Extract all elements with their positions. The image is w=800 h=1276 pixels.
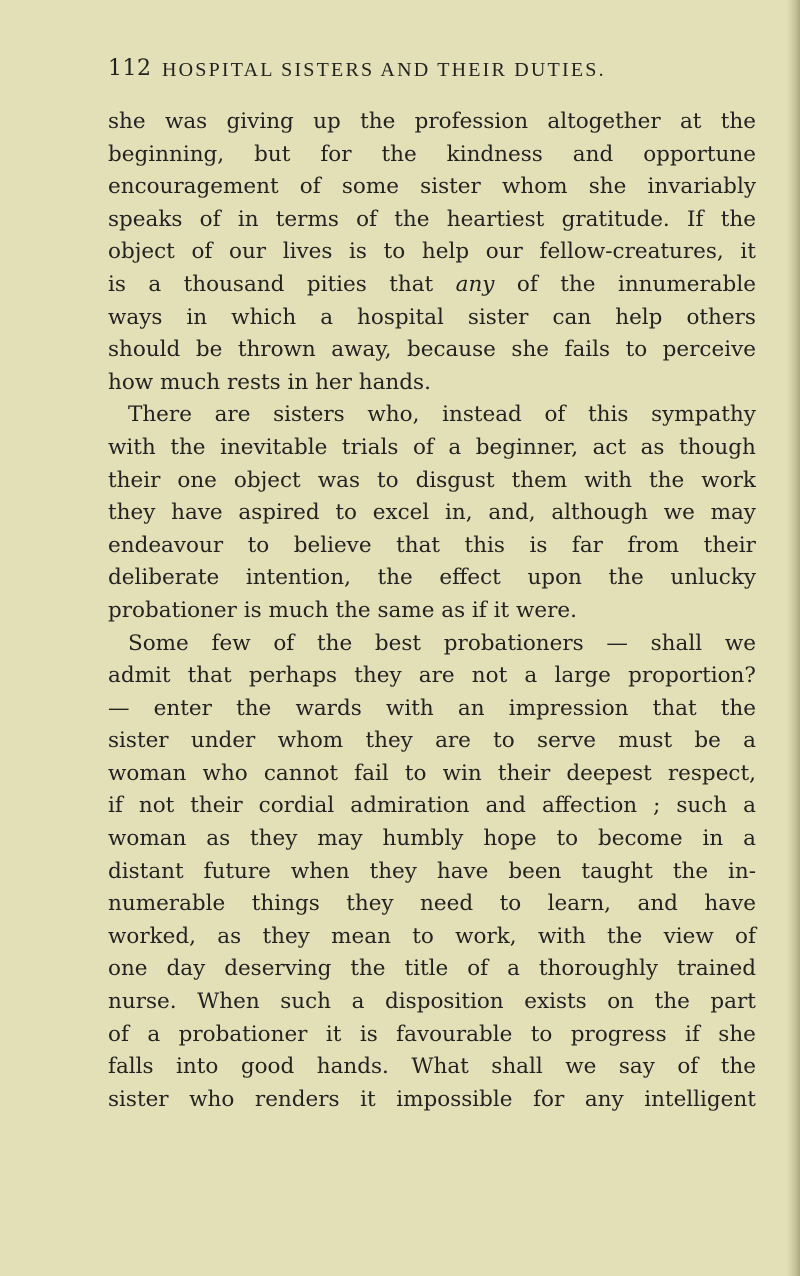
page-edge-shadow <box>786 0 800 1276</box>
text-line: woman who cannot fail to win their deepest respect, <box>108 760 756 786</box>
text-line: ways in which a hospital sister can help others <box>108 304 756 330</box>
text-line: if not their cordial admiration and affection ; such a <box>108 793 756 819</box>
text-line: nurse. When such a disposition exists on the part <box>108 989 756 1015</box>
text-line: their one object was to disgust them with the work <box>108 467 756 493</box>
text-line: endeavour to believe that this is far from their <box>108 532 756 558</box>
text-line: — enter the wards with an impression that the <box>108 695 756 721</box>
text-line: object of our lives is to help our fellow-creatures, it <box>108 239 756 265</box>
text-line: admit that perhaps they are not a large proportion? <box>108 663 756 689</box>
text-line: deliberate intention, the effect upon the unlucky <box>108 565 756 591</box>
text-line: speaks of in terms of the heartiest gratitude. If the <box>108 206 756 232</box>
page-header <box>108 56 668 86</box>
text-line: encouragement of some sister whom she invariably <box>108 174 756 200</box>
text-line: woman as they may humbly hope to become in a <box>108 826 756 852</box>
text-line: numerable things they need to learn, and have <box>108 891 756 917</box>
text-line: sister under whom they are to serve must be a <box>108 728 756 754</box>
page-number: 112 <box>108 56 152 81</box>
text-line: worked, as they mean to work, with the view of <box>108 923 756 949</box>
text-line: one day deserving the title of a thoroughly trained <box>108 956 756 982</box>
text-line: with the inevitable trials of a beginner, act as though <box>108 434 756 460</box>
running-head: HOSPITAL SISTERS AND THEIR DUTIES. <box>162 59 606 81</box>
text-line: should be thrown away, because she fails to perceive <box>108 337 756 363</box>
body-text <box>108 106 756 1116</box>
text-line: she was giving up the profession altogether at the <box>108 109 756 134</box>
text-line: probationer is much the same as if it were. <box>108 597 577 623</box>
text-line: sister who renders it impossible for any intelligent <box>108 1086 756 1112</box>
text-line: is a thousand pities that any of the innumerable <box>108 271 756 297</box>
text-line: There are sisters who, instead of this sympathy <box>128 402 756 428</box>
text-line: beginning, but for the kindness and opportune <box>108 141 756 167</box>
text-line: distant future when they have been taught the in- <box>108 858 756 884</box>
text-line: falls into good hands. What shall we say of the <box>108 1054 756 1080</box>
text-line: of a probationer it is favourable to progress if she <box>108 1021 756 1047</box>
text-line: how much rests in her hands. <box>108 369 431 395</box>
text-line: Some few of the best probationers — shall we <box>128 630 756 656</box>
text-line: they have aspired to excel in, and, although we may <box>108 500 756 526</box>
